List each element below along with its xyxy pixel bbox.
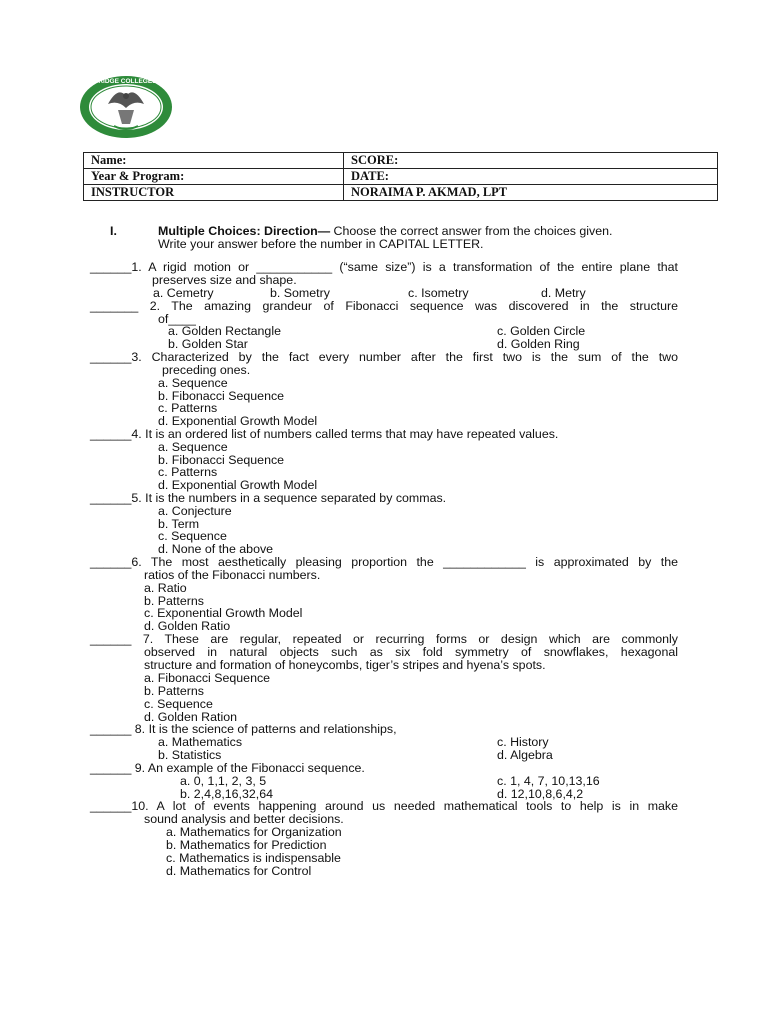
q3-choice-a: a. Sequence [158,376,228,390]
question-6: ______6. The most aesthetically pleasing proportion the ____________ is approximated by the [90,555,678,569]
q10-choice-c: c. Mathematics is indispensable [166,851,341,865]
q4-choice-d: d. Exponential Growth Model [158,478,318,492]
q6-choice-c: c. Exponential Growth Model [144,606,303,620]
question-6-cont: ratios of the Fibonacci numbers. [144,568,321,582]
student-info-table [83,152,718,201]
q3-choice-b: b. Fibonacci Sequence [158,389,285,403]
q5-choice-d: d. None of the above [158,542,274,556]
q8-choice-b: b. Statistics [158,748,222,762]
question-9: ______ 9. An example of the Fibonacci sequence. [90,761,365,775]
question-1: ______1. A rigid motion or ___________ (“same size”) is a transformation of the entire plane that [90,260,678,274]
section-direction [158,225,678,238]
q6-choice-a: a. Ratio [144,581,187,595]
section-title: Multiple Choices: Direction— [158,224,331,238]
q7-choice-c: c. Sequence [144,697,213,711]
instructor-name: NORAIMA P. AKMAD, LPT [344,185,718,201]
q5-choice-a: a. Conjecture [158,504,232,518]
q2-choice-a: a. Golden Rectangle [168,324,281,338]
q3-choice-c: c. Patterns [158,401,218,415]
question-1-cont: preserves size and shape. [152,273,297,287]
q7-choice-b: b. Patterns [144,684,204,698]
q9-choice-d: d. 12,10,8,6,4,2 [497,787,584,801]
q6-choice-d: d. Golden Ratio [144,619,231,633]
q9-choice-b: b. 2,4,8,16,32,64 [180,787,274,801]
q4-choice-c: c. Patterns [158,465,218,479]
q5-choice-b: b. Term [158,517,200,531]
q2-choice-d: d. Golden Ring [497,337,580,351]
question-4: ______4. It is an ordered list of numbers called terms that may have repeated values. [90,427,559,441]
question-5: ______5. It is the numbers in a sequence separated by commas. [90,491,447,505]
year-program-field: Year & Program: [84,169,344,185]
q6-choice-b: b. Patterns [144,594,204,608]
direction-line-1: Choose the correct answer from the choices given. [330,224,613,238]
date-field: DATE: [344,169,718,185]
q1-choice-d: d. Metry [541,286,586,300]
question-8: ______ 8. It is the science of patterns and relationships, [90,722,397,736]
school-seal-logo [78,74,174,140]
q8-choice-c: c. History [497,735,549,749]
q8-choice-d: d. Algebra [497,748,553,762]
q7-choice-d: d. Golden Ration [144,710,237,724]
q10-choice-b: b. Mathematics for Prediction [166,838,327,852]
score-field: SCORE: [344,153,718,169]
q4-choice-b: b. Fibonacci Sequence [158,453,285,467]
q9-choice-a: a. 0, 1,1, 2, 3, 5 [180,774,267,788]
instructor-label: INSTRUCTOR [84,185,344,201]
question-2-cont: of____ [158,312,196,326]
question-3-cont: preceding ones. [162,363,251,377]
question-10: ______10. A lot of events happening around us needed mathematical tools to help is in make [90,799,678,813]
question-10-cont: sound analysis and better decisions. [144,812,344,826]
question-7-cont-2: structure and formation of honeycombs, tiger’s stripes and hyena’s spots. [144,658,546,672]
q1-choice-c: c. Isometry [408,286,469,300]
q2-choice-b: b. Golden Star [168,337,248,351]
q10-choice-d: d. Mathematics for Control [166,864,312,878]
name-field: Name: [84,153,344,169]
svg-text:CAMBRIDGE COLLEGES, INC.: CAMBRIDGE COLLEGES, INC. [78,78,174,85]
q7-choice-a: a. Fibonacci Sequence [144,671,271,685]
q8-choice-a: a. Mathematics [158,735,243,749]
q9-choice-c: c. 1, 4, 7, 10,13,16 [497,774,600,788]
q1-choice-b: b. Sometry [270,286,330,300]
q10-choice-a: a. Mathematics for Organization [166,825,342,839]
question-2: _______ 2. The amazing grandeur of Fibonacci sequence was discovered in the structure [90,299,678,313]
direction-line-2: Write your answer before the number in CAPITAL LETTER. [158,237,484,251]
question-3: ______3. Characterized by the fact every number after the first two is the sum of the two [90,350,678,364]
question-7-cont-1: observed in natural objects such as six fold symmetry of snowflakes, hexagonal [144,645,678,659]
q5-choice-c: c. Sequence [158,529,227,543]
q1-choice-a: a. Cemetry [153,286,214,300]
q4-choice-a: a. Sequence [158,440,228,454]
question-7: ______ 7. These are regular, repeated or recurring forms or design which are commonly [90,632,678,646]
section-number: I. [110,224,117,238]
q2-choice-c: c. Golden Circle [497,324,586,338]
q3-choice-d: d. Exponential Growth Model [158,414,318,428]
